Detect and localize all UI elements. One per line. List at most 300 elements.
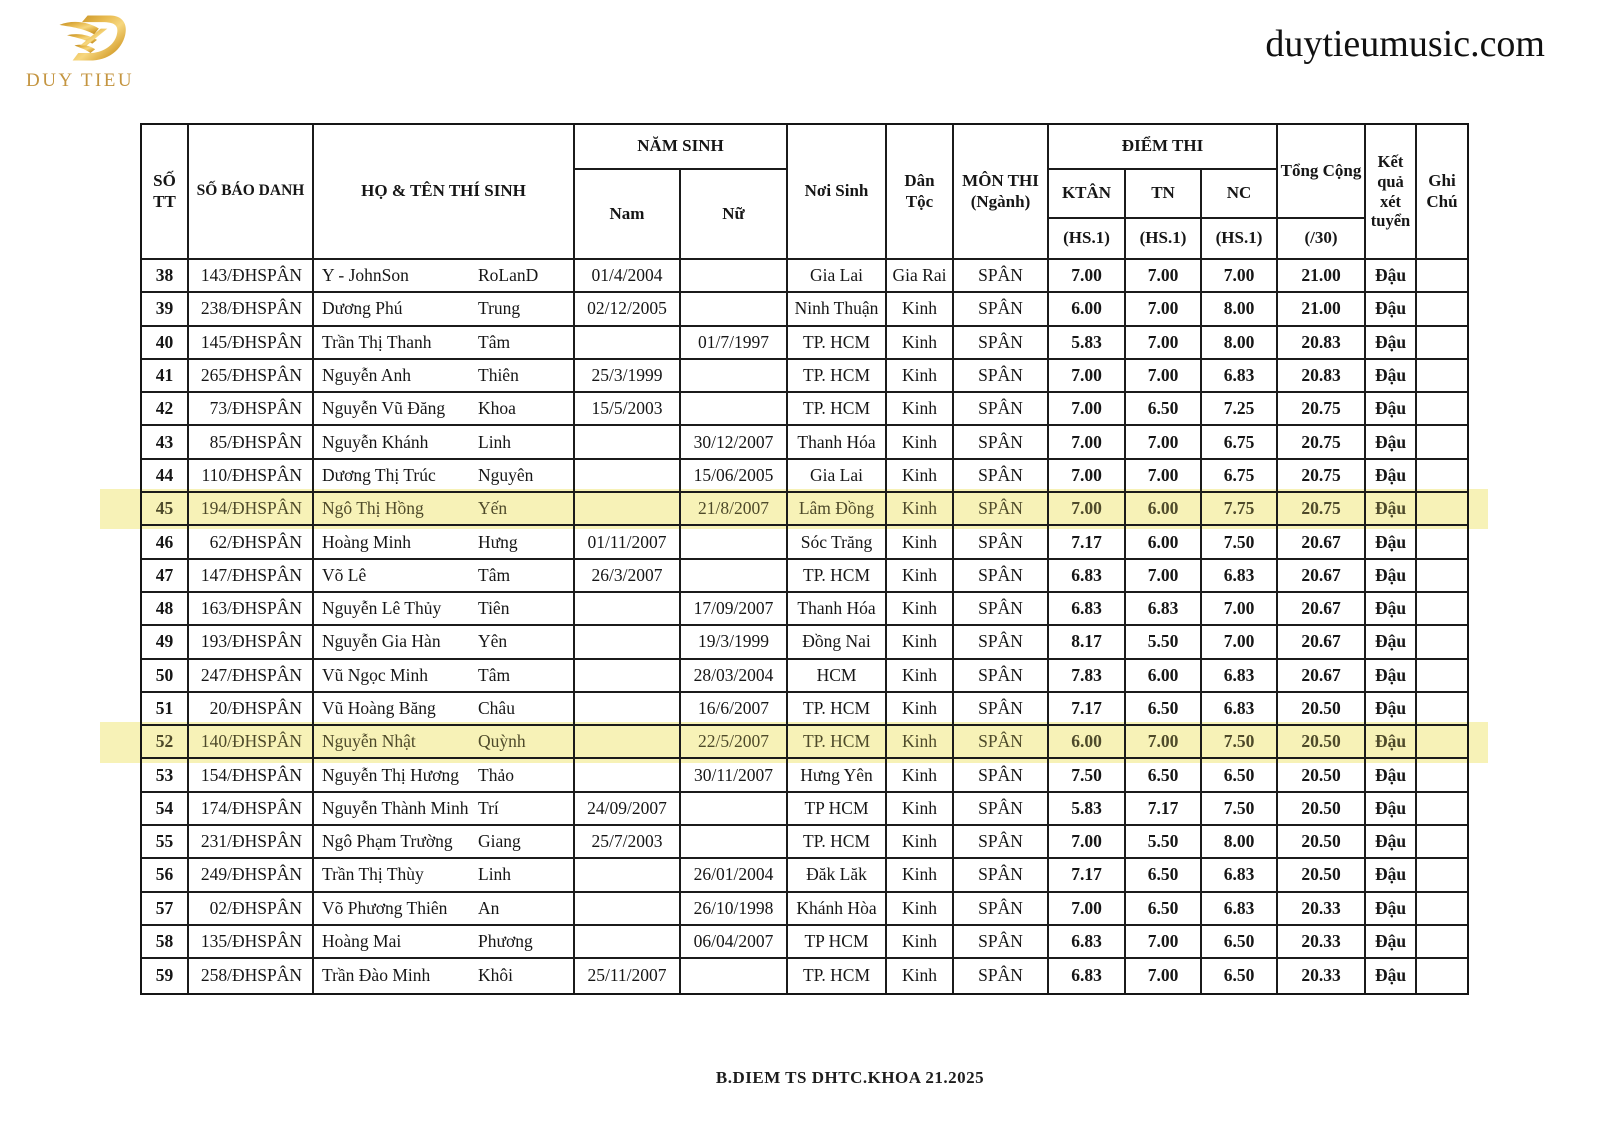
cell-stt: 48 [142, 593, 189, 626]
cell-nu: 22/5/2007 [681, 726, 788, 759]
header-hs1-tn: (HS.1) [1126, 219, 1202, 260]
header-result: Kết quả xét tuyển [1366, 125, 1417, 260]
given-name: Tâm [478, 331, 511, 352]
cell-kq: Đậu [1366, 893, 1417, 926]
cell-fullname [314, 393, 575, 426]
cell-fullname [314, 593, 575, 626]
cell-sbd: 145/ĐHSPÂN [189, 327, 314, 360]
cell-gc [1417, 759, 1467, 792]
cell-ktan: 6.83 [1049, 560, 1126, 593]
cell-sbd: 02/ĐHSPÂN [189, 893, 314, 926]
cell-nc: 6.50 [1202, 926, 1278, 959]
cell-noi: TP HCM [788, 926, 887, 959]
cell-mt: SPÂN [954, 593, 1049, 626]
cell-mt: SPÂN [954, 426, 1049, 459]
cell-stt: 56 [142, 859, 189, 892]
cell-nc: 8.00 [1202, 327, 1278, 360]
cell-tn: 7.00 [1126, 360, 1202, 393]
cell-ktan: 7.00 [1049, 426, 1126, 459]
cell-noi: Hưng Yên [788, 759, 887, 792]
cell-mt: SPÂN [954, 460, 1049, 493]
cell-noi: TP. HCM [788, 360, 887, 393]
cell-stt: 54 [142, 793, 189, 826]
header-score-ktan: KTÂN [1049, 170, 1126, 219]
cell-stt: 50 [142, 660, 189, 693]
given-name: Giang [478, 831, 521, 852]
cell-tn: 7.00 [1126, 426, 1202, 459]
cell-stt: 59 [142, 959, 189, 992]
cell-nam: 01/11/2007 [575, 526, 681, 559]
cell-noi: Sóc Trăng [788, 526, 887, 559]
cell-nu [681, 793, 788, 826]
family-middle-name: Vũ Hoàng Băng [322, 698, 436, 718]
cell-ktan: 5.83 [1049, 327, 1126, 360]
cell-tong: 20.83 [1278, 360, 1366, 393]
given-name: Trí [478, 797, 499, 818]
cell-dt: Kinh [887, 560, 954, 593]
cell-sbd: 247/ĐHSPÂN [189, 660, 314, 693]
family-middle-name: Nguyễn Vũ Đăng [322, 398, 446, 419]
cell-nc: 6.83 [1202, 660, 1278, 693]
cell-sbd: 62/ĐHSPÂN [189, 526, 314, 559]
cell-ktan: 6.83 [1049, 926, 1126, 959]
cell-nu [681, 393, 788, 426]
cell-fullname [314, 526, 575, 559]
given-name: Linh [478, 864, 512, 885]
cell-sbd: 154/ĐHSPÂN [189, 759, 314, 792]
cell-nc: 7.25 [1202, 393, 1278, 426]
cell-gc [1417, 626, 1467, 659]
family-middle-name: Dương Phú [322, 298, 403, 319]
header-note: Ghi Chú [1417, 125, 1467, 260]
cell-gc [1417, 260, 1467, 293]
cell-stt: 47 [142, 560, 189, 593]
given-name: Nguyên [478, 464, 534, 485]
cell-tong: 20.33 [1278, 893, 1366, 926]
cell-tn: 5.50 [1126, 826, 1202, 859]
cell-ktan: 8.17 [1049, 626, 1126, 659]
cell-fullname [314, 626, 575, 659]
cell-tn: 7.00 [1126, 560, 1202, 593]
header-sbd: SỐ BÁO DANH [189, 125, 314, 260]
cell-sbd: 163/ĐHSPÂN [189, 593, 314, 626]
cell-tn: 6.50 [1126, 693, 1202, 726]
cell-nu: 26/01/2004 [681, 859, 788, 892]
given-name: An [478, 897, 500, 918]
given-name: Thảo [478, 764, 514, 785]
header-subject: MÔN THI (Ngành) [954, 125, 1049, 260]
cell-dt: Kinh [887, 660, 954, 693]
header-birth-year: NĂM SINH [575, 125, 788, 170]
cell-gc [1417, 460, 1467, 493]
cell-stt: 45 [142, 493, 189, 526]
cell-stt: 38 [142, 260, 189, 293]
cell-gc [1417, 959, 1467, 992]
given-name: Tiên [478, 598, 510, 619]
cell-mt: SPÂN [954, 393, 1049, 426]
cell-nam [575, 859, 681, 892]
cell-gc [1417, 859, 1467, 892]
cell-nam: 25/7/2003 [575, 826, 681, 859]
cell-nam [575, 893, 681, 926]
cell-sbd: 20/ĐHSPÂN [189, 693, 314, 726]
header-ethnic: Dân Tộc [887, 125, 954, 260]
given-name: Khoa [478, 398, 516, 419]
cell-noi: Đăk Lăk [788, 859, 887, 892]
cell-nc: 7.50 [1202, 726, 1278, 759]
cell-stt: 41 [142, 360, 189, 393]
cell-fullname [314, 660, 575, 693]
cell-tong: 20.50 [1278, 726, 1366, 759]
cell-nam: 01/4/2004 [575, 260, 681, 293]
cell-nu: 28/03/2004 [681, 660, 788, 693]
cell-nu: 30/11/2007 [681, 759, 788, 792]
cell-dt: Kinh [887, 959, 954, 992]
cell-tong: 20.50 [1278, 793, 1366, 826]
cell-kq: Đậu [1366, 560, 1417, 593]
cell-nu [681, 560, 788, 593]
cell-dt: Kinh [887, 926, 954, 959]
cell-tong: 20.67 [1278, 660, 1366, 693]
cell-dt: Kinh [887, 393, 954, 426]
cell-noi: Gia Lai [788, 460, 887, 493]
cell-kq: Đậu [1366, 660, 1417, 693]
cell-kq: Đậu [1366, 959, 1417, 992]
cell-fullname [314, 793, 575, 826]
given-name: Hưng [478, 531, 518, 552]
cell-fullname [314, 759, 575, 792]
website-text: duytieumusic.com [1265, 23, 1545, 65]
cell-fullname [314, 826, 575, 859]
cell-sbd: 147/ĐHSPÂN [189, 560, 314, 593]
cell-sbd: 85/ĐHSPÂN [189, 426, 314, 459]
cell-fullname [314, 560, 575, 593]
cell-ktan: 7.00 [1049, 393, 1126, 426]
cell-nu: 21/8/2007 [681, 493, 788, 526]
given-name: Quỳnh [478, 731, 526, 752]
cell-nc: 6.75 [1202, 426, 1278, 459]
cell-nu: 16/6/2007 [681, 693, 788, 726]
cell-nc: 7.00 [1202, 593, 1278, 626]
family-middle-name: Trần Thị Thanh [322, 331, 432, 352]
cell-noi: Lâm Đồng [788, 493, 887, 526]
cell-dt: Kinh [887, 460, 954, 493]
cell-sbd: 193/ĐHSPÂN [189, 626, 314, 659]
cell-nc: 6.75 [1202, 460, 1278, 493]
cell-nu [681, 959, 788, 992]
cell-tong: 21.00 [1278, 293, 1366, 326]
cell-gc [1417, 360, 1467, 393]
cell-tn: 6.00 [1126, 660, 1202, 693]
given-name: Yên [478, 631, 508, 652]
cell-stt: 55 [142, 826, 189, 859]
cell-kq: Đậu [1366, 327, 1417, 360]
cell-nam: 24/09/2007 [575, 793, 681, 826]
winged-d-logo-icon [32, 8, 132, 68]
cell-gc [1417, 526, 1467, 559]
cell-gc [1417, 926, 1467, 959]
cell-nam: 25/11/2007 [575, 959, 681, 992]
cell-sbd: 238/ĐHSPÂN [189, 293, 314, 326]
cell-fullname [314, 260, 575, 293]
cell-stt: 44 [142, 460, 189, 493]
cell-dt: Kinh [887, 327, 954, 360]
cell-fullname [314, 926, 575, 959]
cell-mt: SPÂN [954, 293, 1049, 326]
cell-tong: 20.75 [1278, 393, 1366, 426]
cell-ktan: 7.00 [1049, 360, 1126, 393]
cell-ktan: 7.00 [1049, 460, 1126, 493]
cell-ktan: 7.00 [1049, 893, 1126, 926]
cell-nu: 01/7/1997 [681, 327, 788, 360]
cell-nc: 7.00 [1202, 260, 1278, 293]
family-middle-name: Nguyễn Khánh [322, 431, 429, 452]
cell-nam [575, 426, 681, 459]
cell-mt: SPÂN [954, 360, 1049, 393]
cell-nam: 02/12/2005 [575, 293, 681, 326]
cell-dt: Kinh [887, 859, 954, 892]
family-middle-name: Võ Phương Thiên [322, 897, 448, 918]
family-middle-name: Nguyễn Anh [322, 365, 411, 386]
cell-dt: Kinh [887, 893, 954, 926]
brand-name: DUY TIEU [26, 70, 135, 91]
cell-mt: SPÂN [954, 826, 1049, 859]
cell-fullname [314, 726, 575, 759]
cell-mt: SPÂN [954, 926, 1049, 959]
cell-ktan: 7.00 [1049, 260, 1126, 293]
header-male: Nam [575, 170, 681, 260]
family-middle-name: Vũ Ngọc Minh [322, 664, 428, 685]
cell-stt: 39 [142, 293, 189, 326]
cell-sbd: 174/ĐHSPÂN [189, 793, 314, 826]
given-name: Khôi [478, 965, 513, 986]
cell-mt: SPÂN [954, 560, 1049, 593]
cell-sbd: 258/ĐHSPÂN [189, 959, 314, 992]
cell-noi: Thanh Hóa [788, 426, 887, 459]
header-total: Tổng Cộng [1278, 125, 1366, 219]
cell-noi: TP HCM [788, 793, 887, 826]
cell-sbd: 135/ĐHSPÂN [189, 926, 314, 959]
given-name: Trung [478, 298, 521, 319]
cell-nam [575, 460, 681, 493]
given-name: Tâm [478, 664, 511, 685]
cell-gc [1417, 693, 1467, 726]
cell-tn: 6.00 [1126, 493, 1202, 526]
cell-dt: Kinh [887, 526, 954, 559]
cell-nam [575, 626, 681, 659]
cell-nu: 26/10/1998 [681, 893, 788, 926]
family-middle-name: Y - JohnSon [322, 265, 409, 286]
cell-stt: 58 [142, 926, 189, 959]
cell-nc: 6.83 [1202, 360, 1278, 393]
cell-nam [575, 693, 681, 726]
family-middle-name: Nguyễn Thị Hương [322, 764, 460, 785]
cell-tn: 6.50 [1126, 393, 1202, 426]
cell-noi: TP. HCM [788, 959, 887, 992]
given-name: Thiên [478, 365, 519, 386]
cell-sbd: 140/ĐHSPÂN [189, 726, 314, 759]
cell-kq: Đậu [1366, 293, 1417, 326]
cell-gc [1417, 793, 1467, 826]
cell-nu: 30/12/2007 [681, 426, 788, 459]
given-name: Phương [478, 931, 533, 952]
header-female: Nữ [681, 170, 788, 260]
cell-dt: Kinh [887, 693, 954, 726]
given-name: RoLanD [478, 265, 539, 286]
cell-dt: Kinh [887, 493, 954, 526]
cell-fullname [314, 327, 575, 360]
cell-tn: 7.00 [1126, 293, 1202, 326]
cell-mt: SPÂN [954, 526, 1049, 559]
cell-tn: 7.00 [1126, 460, 1202, 493]
cell-gc [1417, 726, 1467, 759]
cell-tong: 20.67 [1278, 560, 1366, 593]
cell-ktan: 7.83 [1049, 660, 1126, 693]
cell-mt: SPÂN [954, 793, 1049, 826]
cell-mt: SPÂN [954, 693, 1049, 726]
cell-mt: SPÂN [954, 759, 1049, 792]
cell-kq: Đậu [1366, 526, 1417, 559]
cell-nam: 26/3/2007 [575, 560, 681, 593]
header-birthplace: Nơi Sinh [788, 125, 887, 260]
cell-sbd: 265/ĐHSPÂN [189, 360, 314, 393]
cell-fullname [314, 493, 575, 526]
cell-sbd: 231/ĐHSPÂN [189, 826, 314, 859]
brand-logo [26, 8, 176, 92]
cell-kq: Đậu [1366, 926, 1417, 959]
cell-tn: 7.00 [1126, 959, 1202, 992]
cell-nc: 6.83 [1202, 893, 1278, 926]
cell-nam [575, 726, 681, 759]
cell-stt: 51 [142, 693, 189, 726]
cell-nc: 6.50 [1202, 959, 1278, 992]
cell-gc [1417, 493, 1467, 526]
family-middle-name: Trần Thị Thùy [322, 864, 424, 885]
cell-nam [575, 593, 681, 626]
cell-nu [681, 826, 788, 859]
cell-fullname [314, 859, 575, 892]
cell-tong: 20.67 [1278, 626, 1366, 659]
cell-noi: Gia Lai [788, 260, 887, 293]
cell-tong: 20.75 [1278, 426, 1366, 459]
cell-gc [1417, 893, 1467, 926]
cell-noi: TP. HCM [788, 393, 887, 426]
family-middle-name: Nguyễn Nhật [322, 731, 416, 752]
cell-sbd: 110/ĐHSPÂN [189, 460, 314, 493]
cell-kq: Đậu [1366, 493, 1417, 526]
cell-stt: 52 [142, 726, 189, 759]
cell-stt: 46 [142, 526, 189, 559]
cell-mt: SPÂN [954, 493, 1049, 526]
cell-stt: 42 [142, 393, 189, 426]
cell-noi: TP. HCM [788, 327, 887, 360]
cell-nam [575, 926, 681, 959]
cell-ktan: 7.00 [1049, 493, 1126, 526]
cell-ktan: 7.17 [1049, 693, 1126, 726]
cell-tong: 20.67 [1278, 593, 1366, 626]
cell-nu [681, 360, 788, 393]
family-middle-name: Nguyễn Lê Thủy [322, 598, 442, 619]
cell-kq: Đậu [1366, 460, 1417, 493]
cell-noi: Đồng Nai [788, 626, 887, 659]
header-score-nc: NC [1202, 170, 1278, 219]
cell-nc: 7.50 [1202, 526, 1278, 559]
cell-dt: Kinh [887, 360, 954, 393]
cell-kq: Đậu [1366, 360, 1417, 393]
cell-kq: Đậu [1366, 426, 1417, 459]
cell-ktan: 6.00 [1049, 726, 1126, 759]
cell-nc: 6.83 [1202, 693, 1278, 726]
cell-nc: 8.00 [1202, 826, 1278, 859]
cell-ktan: 7.17 [1049, 859, 1126, 892]
cell-ktan: 7.17 [1049, 526, 1126, 559]
cell-tong: 21.00 [1278, 260, 1366, 293]
given-name: Yến [478, 498, 508, 519]
cell-tn: 7.00 [1126, 726, 1202, 759]
cell-nam: 25/3/1999 [575, 360, 681, 393]
cell-nc: 7.00 [1202, 626, 1278, 659]
cell-nam [575, 660, 681, 693]
cell-dt: Kinh [887, 793, 954, 826]
cell-mt: SPÂN [954, 893, 1049, 926]
cell-noi: TP. HCM [788, 560, 887, 593]
cell-noi: HCM [788, 660, 887, 693]
cell-ktan: 6.83 [1049, 959, 1126, 992]
cell-noi: Khánh Hòa [788, 893, 887, 926]
cell-nu: 15/06/2005 [681, 460, 788, 493]
cell-kq: Đậu [1366, 793, 1417, 826]
header-scores: ĐIỂM THI [1049, 125, 1278, 170]
header-hs1-nc: (HS.1) [1202, 219, 1278, 260]
cell-tn: 6.00 [1126, 526, 1202, 559]
cell-stt: 57 [142, 893, 189, 926]
cell-fullname [314, 693, 575, 726]
family-middle-name: Trần Đào Minh [322, 965, 431, 986]
cell-fullname [314, 360, 575, 393]
cell-dt: Kinh [887, 593, 954, 626]
cell-ktan: 6.83 [1049, 593, 1126, 626]
cell-kq: Đậu [1366, 593, 1417, 626]
cell-stt: 40 [142, 327, 189, 360]
cell-dt: Kinh [887, 726, 954, 759]
cell-noi: TP. HCM [788, 726, 887, 759]
cell-dt: Gia Rai [887, 260, 954, 293]
cell-stt: 53 [142, 759, 189, 792]
cell-gc [1417, 327, 1467, 360]
cell-tn: 7.00 [1126, 260, 1202, 293]
family-middle-name: Ngô Thị Hồng [322, 498, 424, 519]
cell-tn: 7.00 [1126, 327, 1202, 360]
cell-gc [1417, 660, 1467, 693]
family-middle-name: Võ Lê [322, 564, 367, 585]
cell-dt: Kinh [887, 426, 954, 459]
cell-noi: Thanh Hóa [788, 593, 887, 626]
cell-kq: Đậu [1366, 759, 1417, 792]
cell-kq: Đậu [1366, 393, 1417, 426]
header-name: HỌ & TÊN THÍ SINH [314, 125, 575, 260]
cell-tn: 6.50 [1126, 893, 1202, 926]
cell-fullname [314, 893, 575, 926]
cell-tong: 20.50 [1278, 859, 1366, 892]
cell-mt: SPÂN [954, 859, 1049, 892]
cell-tn: 6.83 [1126, 593, 1202, 626]
cell-fullname [314, 460, 575, 493]
cell-gc [1417, 560, 1467, 593]
cell-mt: SPÂN [954, 959, 1049, 992]
cell-mt: SPÂN [954, 726, 1049, 759]
family-middle-name: Nguyễn Gia Hàn [322, 631, 441, 652]
cell-nc: 7.50 [1202, 793, 1278, 826]
